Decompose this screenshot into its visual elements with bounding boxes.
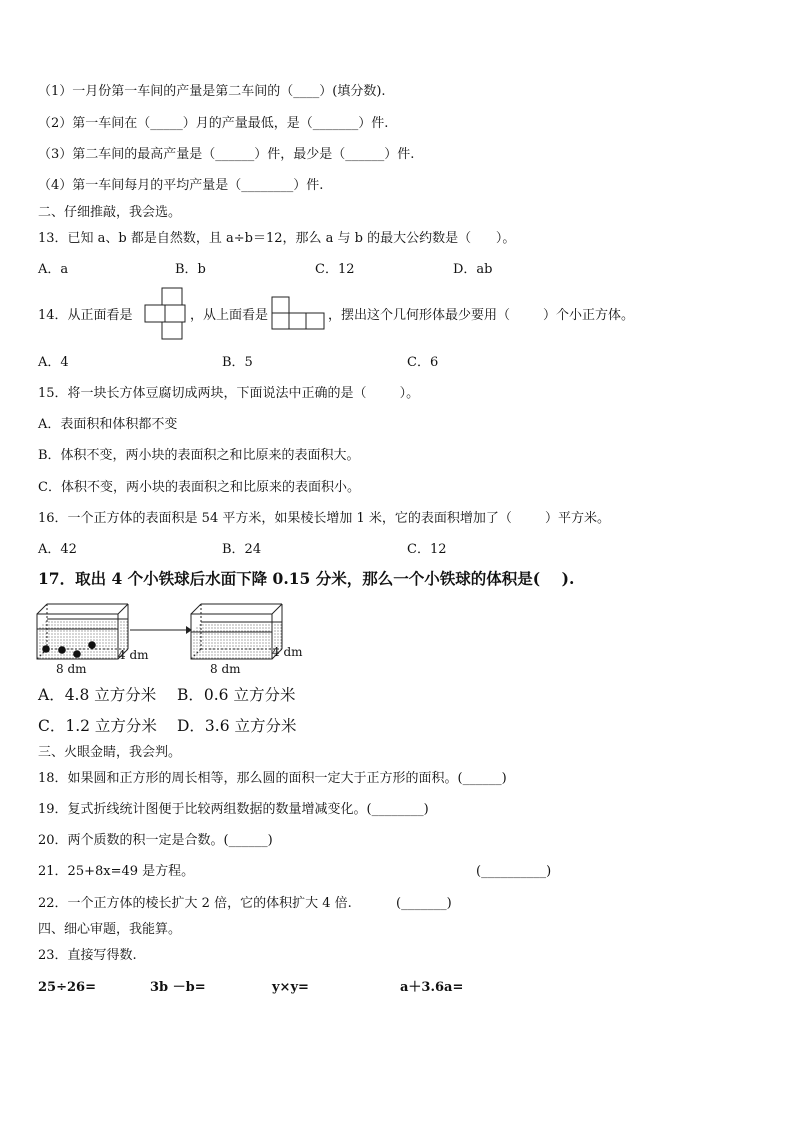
question-14-text-b: ，从上面看是: [190, 308, 269, 323]
q17-option-b: B．0.6 立方分米: [177, 686, 296, 704]
question-15-text: 15．将一块长方体豆腐切成两块，下面说法中正确的是（ ）。: [38, 386, 420, 401]
q14-option-c: C．6: [407, 355, 439, 370]
q17-option-d: D．3.6 立方分米: [177, 717, 297, 735]
question-1-sub2: （2）第一车间在（_____）月的产量最低，是（_______）件.: [38, 116, 389, 131]
q13-option-c: C．12: [315, 262, 355, 277]
question-13-text: 13．已知 a、b 都是自然数，且 a÷b＝12，那么 a 与 b 的最大公约数是（ ）。: [38, 231, 516, 246]
arrow-icon: [130, 625, 192, 635]
question-1-sub4: （4）第一车间每月的平均产量是（________）件.: [38, 178, 324, 193]
q16-option-b: B．24: [222, 542, 262, 557]
expr-1: 25÷26=: [38, 980, 96, 995]
question-20-text: 20．两个质数的积一定是合数。(______): [38, 833, 273, 848]
q13-option-a: A．a: [38, 262, 69, 277]
q17-option-a: A．4.8 立方分米: [38, 686, 157, 704]
question-14-text-a: 14．从正面看是: [38, 308, 133, 323]
section-3-heading: 三、火眼金睛，我会判。: [38, 745, 182, 760]
q14-option-a: A．4: [38, 355, 69, 370]
q15-option-c: C．体积不变，两小块的表面积之和比原来的表面积小。: [38, 480, 360, 495]
question-14-text-c: ，摆出这个几何形体最少要用（ ）个小正方体。: [328, 308, 635, 323]
tank1-length-label: 8 dm: [56, 662, 87, 676]
top-view-figure: [271, 296, 329, 332]
q16-option-c: C．12: [407, 542, 447, 557]
front-view-figure: [144, 287, 188, 343]
section-2-heading: 二、仔细推敲，我会选。: [38, 205, 182, 220]
q16-option-a: A．42: [38, 542, 77, 557]
tank2-length-label: 8 dm: [210, 662, 241, 676]
q13-option-d: D．ab: [453, 262, 493, 277]
question-1-sub1: （1）一月份第一车间的产量是第二车间的（____）(填分数).: [38, 84, 386, 99]
q14-option-b: B．5: [222, 355, 253, 370]
tank1-height-label: 4 dm: [118, 648, 149, 662]
section-4-heading: 四、细心审题，我能算。: [38, 922, 182, 937]
question-17-text: 17．取出 4 个小铁球后水面下降 0.15 分米，那么一个小铁球的体积是( ).: [38, 569, 575, 588]
expr-4: a＋3.6a=: [400, 980, 464, 995]
question-19-text: 19．复式折线统计图便于比较两组数据的数量增减变化。(________): [38, 802, 429, 817]
question-16-text: 16．一个正方体的表面积是 54 平方米，如果棱长增加 1 米，它的表面积增加了（ ）平方米。: [38, 511, 610, 526]
q15-option-b: B．体积不变，两小块的表面积之和比原来的表面积大。: [38, 448, 360, 463]
q17-option-c: C．1.2 立方分米: [38, 717, 157, 735]
question-22-answer-blank[interactable]: (_______): [396, 896, 452, 911]
expr-3: y×y=: [272, 980, 309, 995]
question-21-text: 21．25+8x=49 是方程。: [38, 864, 195, 879]
question-1-sub3: （3）第二车间的最高产量是（______）件，最少是（______）件.: [38, 147, 415, 162]
question-23-text: 23．直接写得数.: [38, 948, 137, 963]
tank2-height-label: 4 dm: [272, 645, 303, 659]
question-18-text: 18．如果圆和正方形的周长相等，那么圆的面积一定大于正方形的面积。(______): [38, 771, 507, 786]
expr-2: 3b －b=: [150, 980, 206, 995]
q15-option-a: A．表面积和体积都不变: [38, 417, 178, 432]
question-22-text: 22．一个正方体的棱长扩大 2 倍，它的体积扩大 4 倍.: [38, 896, 352, 911]
question-21-answer-blank[interactable]: (__________): [476, 864, 552, 879]
q13-option-b: B．b: [175, 262, 206, 277]
